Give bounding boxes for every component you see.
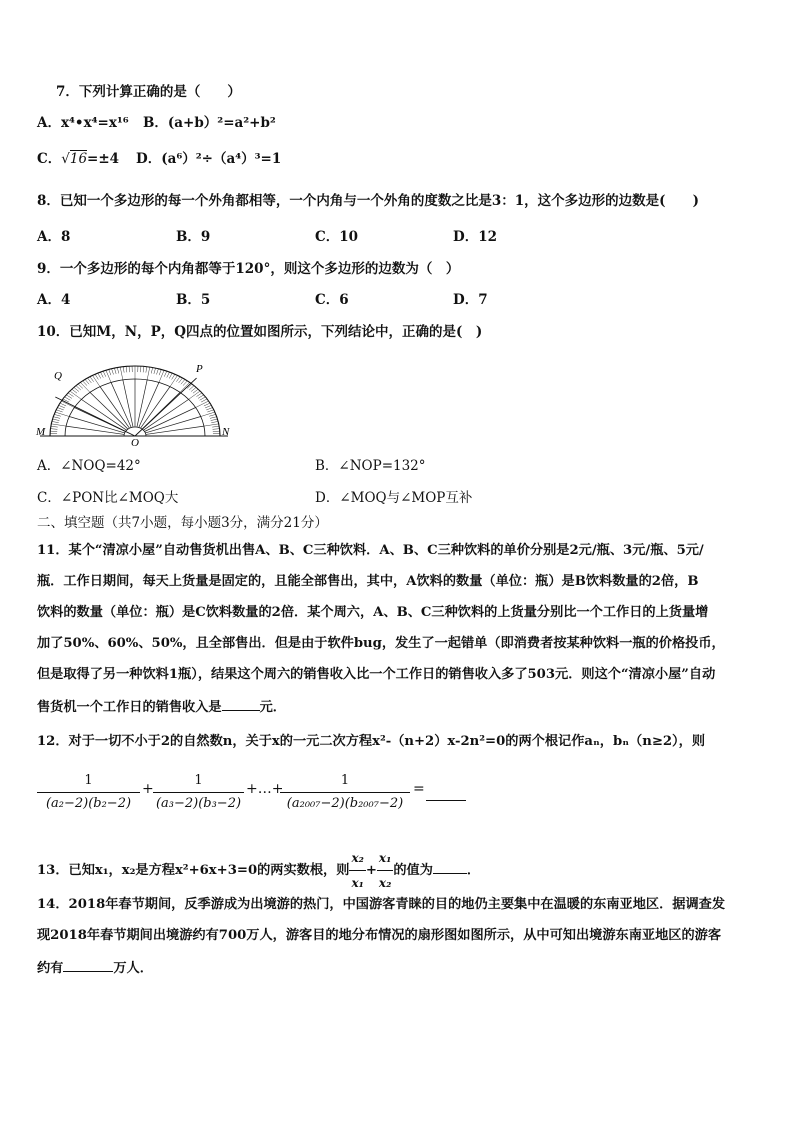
- q8-option-c: C．10: [315, 229, 359, 245]
- protractor-tick: [204, 403, 210, 406]
- q7-stem: 7．下列计算正确的是（ ）: [56, 84, 241, 100]
- sqrt-symbol: √: [61, 151, 70, 167]
- protractor-tick: [87, 378, 91, 383]
- protractor-tick: [93, 375, 101, 386]
- protractor-tick: [204, 424, 219, 426]
- protractor-tick: [181, 379, 185, 384]
- q12-denominator-3: (a₂₀₀₇−2)(b₂₀₀₇−2): [286, 796, 404, 811]
- protractor-tick: [50, 429, 57, 430]
- protractor-tick: [106, 370, 111, 382]
- q9-option-c: C．6: [315, 292, 349, 308]
- protractor-tick: [172, 374, 175, 379]
- q11-line-6: [37, 696, 286, 718]
- protractor-tick: [68, 393, 74, 397]
- q12-answer-blank[interactable]: [426, 786, 466, 801]
- q14-unit: 万人．: [113, 961, 153, 976]
- protractor-tick: [60, 403, 66, 406]
- q13-f1-den: x₁: [351, 876, 364, 890]
- q10-option-b: B．∠NOP=132°: [315, 458, 426, 474]
- protractor-tick: [117, 368, 118, 374]
- protractor-tick: [53, 417, 60, 419]
- q13-text-after: 的值为: [393, 863, 433, 878]
- q7-option-d: D．(a⁶）²÷（a⁴）³=1: [136, 151, 282, 167]
- ray-op: [135, 378, 197, 436]
- protractor-tick: [198, 395, 204, 399]
- protractor-tick: [90, 377, 94, 382]
- q12-denominator-2: (a₃−2)(b₃−2): [155, 796, 242, 811]
- protractor-tick: [83, 381, 87, 386]
- protractor-tick: [95, 374, 98, 379]
- protractor-tick: [85, 379, 89, 384]
- q7-option-c: [37, 149, 119, 169]
- protractor-tick: [98, 373, 101, 378]
- label-q: Q: [54, 370, 62, 382]
- protractor-tick: [76, 386, 81, 390]
- q7-option-a: A．x⁴•x⁴=x¹⁶: [37, 115, 129, 131]
- protractor-tick: [65, 397, 71, 400]
- q13-line: [37, 846, 480, 895]
- protractor-tick: [55, 412, 69, 416]
- protractor-tick: [206, 408, 212, 410]
- protractor-tick: [209, 414, 216, 416]
- q11-line-3: 饮料的数量（单位：瓶）是C饮料数量的2倍．某个周六，A、B、C三种饮料的上货量分别比一个工作日的上货量增: [37, 605, 709, 620]
- q10-option-c: C．∠PON比∠MOQ大: [37, 490, 179, 506]
- protractor-tick: [205, 405, 211, 408]
- protractor-tick: [207, 410, 213, 412]
- protractor-ticks: [50, 366, 220, 436]
- q12-numerator-2: 1: [153, 770, 244, 793]
- protractor-figure: [34, 358, 240, 448]
- q12-fraction-1: [37, 770, 140, 815]
- protractor-tick: [193, 389, 198, 393]
- q12-plus: +: [142, 781, 154, 797]
- protractor-tick: [196, 401, 209, 408]
- protractor-tick: [159, 369, 161, 375]
- q11-line-4: 加了50%、60%、50%，且全部售出．但是由于软件bug，发生了一起错单（即消费者按某种饮料一瓶的价格投币，: [37, 636, 725, 651]
- protractor-tick: [54, 414, 61, 416]
- protractor-tick: [78, 384, 83, 388]
- protractor-tick: [170, 375, 178, 386]
- q11-line-1: 11．某个“清凉小屋”自动售货机出售A、B、C三种饮料．A、B、C三种饮料的单价分别是2元/瓶、3元/瓶、5元/: [37, 543, 704, 558]
- protractor-tick: [61, 401, 74, 408]
- q7-option-b: B．(a+b）²=a²+b²: [143, 115, 276, 131]
- protractor-tick: [51, 426, 58, 427]
- protractor-tick: [126, 366, 127, 372]
- protractor-tick: [176, 377, 180, 382]
- protractor-tick: [112, 369, 114, 375]
- protractor-tick: [146, 367, 147, 373]
- protractor-tick: [200, 397, 206, 400]
- protractor-tick: [57, 408, 63, 410]
- protractor-tick: [169, 373, 172, 378]
- q7-option-c-radicand: 16: [69, 151, 88, 167]
- q14-line-3: [37, 957, 153, 979]
- q13-answer-blank[interactable]: [433, 859, 467, 874]
- protractor-tick: [120, 367, 123, 380]
- q9-stem: 9．一个多边形的每个内角都等于120°，则这个多边形的边数为（ ）: [37, 261, 460, 277]
- protractor-tick: [213, 429, 220, 430]
- protractor-tick: [72, 389, 77, 393]
- q11-line-5: 但是取得了另一种饮料1瓶），结果这个周六的销售收入比一个工作日的销售收入多了503元．则这个“清凉小屋”自动: [37, 667, 716, 682]
- q13-fraction-1: [349, 846, 365, 895]
- q13-f1-num: x₂: [349, 846, 365, 871]
- protractor-tick: [183, 381, 187, 386]
- protractor-tick: [191, 387, 196, 391]
- q12-ellipsis: +…+: [246, 781, 284, 797]
- q7-option-c-suffix: =±4: [87, 151, 120, 167]
- q10-stem: 10．已知M，N，P，Q四点的位置如图所示，下列结论中，正确的是( ): [37, 324, 483, 340]
- q10-option-a: A．∠NOQ=42°: [37, 458, 141, 474]
- protractor-tick: [51, 424, 66, 426]
- protractor-tick: [211, 419, 218, 420]
- protractor-tick: [100, 372, 103, 377]
- protractor-tick: [53, 419, 60, 420]
- q11-last-text: 售货机一个工作日的销售收入是: [37, 700, 222, 715]
- q14-line-2: 现2018年春节期间出境游约有700万人，游客目的地分布情况的扇形图如图所示，从中可知出境游东南亚地区的游客: [37, 928, 722, 943]
- label-m: M: [36, 426, 46, 438]
- protractor-tick: [74, 387, 79, 391]
- q13-f2-den: x₂: [378, 876, 392, 890]
- protractor-tick: [123, 367, 124, 373]
- q13-text-before: 13．已知x₁，x₂是方程x²+6x+3=0的两实数根，则: [37, 863, 350, 878]
- protractor-tick: [159, 370, 164, 382]
- protractor-tick: [154, 368, 156, 374]
- protractor-tick: [211, 421, 218, 422]
- protractor-tick: [147, 367, 150, 380]
- q13-end: ．: [466, 863, 481, 878]
- q12-numerator-1: 1: [37, 770, 140, 793]
- q10-option-d: D．∠MOQ与∠MOP互补: [315, 490, 473, 506]
- protractor-tick: [109, 369, 111, 375]
- protractor-tick: [66, 395, 72, 399]
- protractor-tick: [103, 371, 106, 377]
- q13-fraction-2: [377, 846, 393, 895]
- protractor-tick: [56, 410, 62, 412]
- q9-option-a: A．4: [37, 292, 71, 308]
- section-heading-fill-in: 二、填空题（共7小题，每小题3分，满分21分）: [37, 515, 328, 531]
- protractor-tick: [164, 371, 167, 377]
- protractor-tick: [52, 421, 59, 422]
- protractor-tick: [196, 393, 202, 397]
- label-o: O: [131, 437, 139, 448]
- q12-numerator-3: 1: [280, 770, 410, 793]
- q9-option-b: B．5: [176, 292, 211, 308]
- label-n: N: [222, 426, 230, 438]
- q8-option-a: A．8: [37, 229, 71, 245]
- q14-last-text: 约有: [37, 961, 64, 976]
- q12-equals: =: [413, 781, 425, 797]
- protractor-tick: [210, 417, 217, 419]
- q8-stem: 8．已知一个多边形的每一个外角都相等，一个内角与一个外角的度数之比是3：1，这个多边形的边数是( ): [37, 193, 699, 209]
- protractor-tick: [151, 368, 152, 374]
- protractor-tick: [114, 368, 116, 374]
- q12-fraction-2: [153, 770, 244, 815]
- q14-line-1: 14．2018年春节期间，反季游成为出境游的热门，中国游客青睐的目的地仍主要集中在温暖的东南亚地区．据调查发: [37, 897, 726, 912]
- protractor-tick: [201, 399, 207, 402]
- q12-denominator-1: (a₂−2)(b₂−2): [45, 796, 132, 811]
- protractor-tick: [201, 412, 215, 416]
- q8-option-b: B．9: [176, 229, 211, 245]
- q8-option-d: D．12: [453, 229, 497, 245]
- protractor-tick: [179, 378, 183, 383]
- q9-option-d: D．7: [453, 292, 488, 308]
- protractor-tick: [212, 426, 219, 427]
- protractor-tick: [59, 405, 65, 408]
- q11-answer-blank[interactable]: [222, 696, 260, 711]
- q13-plus: +: [365, 863, 377, 878]
- protractor-tick: [189, 386, 194, 390]
- q13-f2-num: x₁: [377, 846, 393, 871]
- protractor-tick: [143, 366, 144, 372]
- q7-option-c-prefix: C．: [37, 151, 62, 167]
- label-p: P: [196, 363, 203, 375]
- q12-stem: 12．对于一切不小于2的自然数n，关于x的一元二次方程x²-（n+2）x-2n²=0的两个根记作aₙ，bₙ（n≥2），则: [37, 734, 706, 749]
- q11-line-2: 瓶．工作日期间，每天上货量是固定的，且能全部售出，其中，A饮料的数量（单位：瓶）是B饮料数量的2倍，B: [37, 574, 699, 589]
- protractor-tick: [156, 369, 158, 375]
- q11-unit: 元．: [259, 700, 286, 715]
- q12-fraction-3: [280, 770, 410, 815]
- protractor-tick: [167, 372, 170, 377]
- q14-answer-blank[interactable]: [63, 957, 113, 972]
